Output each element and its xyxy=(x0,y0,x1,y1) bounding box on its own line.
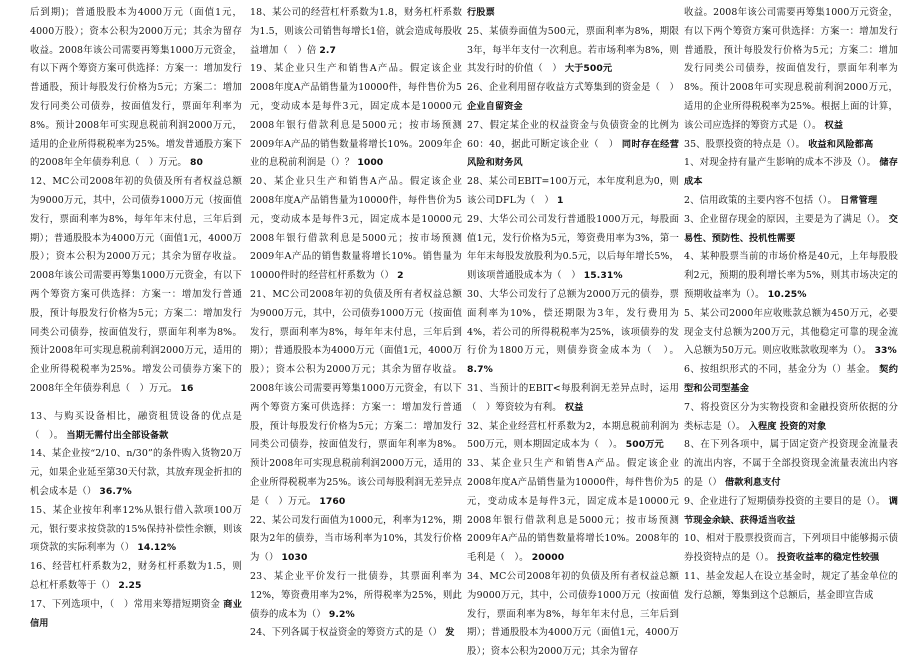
question-item xyxy=(250,60,462,173)
answer-text: 交易性、预防性、投机性需要 xyxy=(684,213,898,244)
question-text: 27、假定某企业的权益资金与负债资金的比例为60：40，据此可断定该企业（ ） xyxy=(467,119,679,150)
answer-text: 当期无需付出全部设备款 xyxy=(66,429,169,441)
text-column-4 xyxy=(684,4,898,649)
answer-text: 80 xyxy=(190,157,204,169)
question-item xyxy=(467,455,679,568)
question-text: 32、某企业经营杠杆系数为2，本期息税前利润为500万元，则本期固定成本为（ ）。 xyxy=(467,420,679,451)
answer-text: 1000 xyxy=(357,157,384,169)
answer-text: 33% xyxy=(874,345,897,357)
answer-text: 2.7 xyxy=(319,44,336,56)
question-item xyxy=(250,286,462,512)
question-item xyxy=(30,596,242,634)
answer-text: 36.7% xyxy=(99,485,132,497)
question-item xyxy=(30,502,242,558)
answer-text: 收益和风险都高 xyxy=(808,138,874,150)
question-text: 19、某企业只生产和销售A产品。假定该企业2008年度A产品销售量为10000件，每件售价为5元，变动成本是每件3元，固定成本是10000元2008年银行借款利息是5000元；按市场预测2009年A产品的销售数量将增长10%。2009年企业的息税前利润是（）？ xyxy=(250,63,462,169)
question-text: 3、企业留存现金的原因，主要是为了满足（）。 xyxy=(684,213,886,225)
question-item xyxy=(684,493,898,531)
question-text: 1、对现金持有量产生影响的成本不涉及（）。 xyxy=(684,157,877,169)
question-text: 5、某公司2000年应收账款总额为450万元，必要现金支付总额为200万元，其他稳定可靠的现金流入总额为50万元。则应收账款收现率为（）。 xyxy=(684,307,898,357)
answer-text: 14.12% xyxy=(137,542,177,554)
answer-text: 大于500元 xyxy=(564,63,613,75)
question-text: 20、某企业只生产和销售A产品。假定该企业2008年度A产品销售量为10000件，每件售价为5元，变动成本是每件3元，固定成本是10000元2008年银行借款利息是5000元；按市场预测2009年A产品的销售数量将增长10%。销售量为10000件时的经营杠杆系数为（） xyxy=(250,176,462,282)
question-text: 8、在下列各项中，属于固定资产投资现金流量表的流出内容，不属于全部投资现金流量表流出内容的是（） xyxy=(684,439,898,488)
answer-text: 8.7% xyxy=(467,364,493,376)
question-text: 34、MC公司2008年初的负债及所有者权益总额为9000万元，其中，公司债券1000万元（按面值发行，票面利率为8%，每年年末付息，三年后到期）；普通股股本为4000万元（面值1元，4000万股）；资本公积为2000万元；其余为留存 xyxy=(467,570,679,658)
question-item xyxy=(467,23,679,79)
question-item xyxy=(684,399,898,437)
question-item xyxy=(30,408,242,446)
question-item xyxy=(684,136,898,155)
question-item xyxy=(467,4,679,23)
text-column-1 xyxy=(30,4,242,649)
question-item xyxy=(684,530,898,568)
question-item xyxy=(684,192,898,211)
answer-text: 2.25 xyxy=(118,579,142,591)
answer-text: 16 xyxy=(180,382,194,394)
question-text: 6、按组织形式的不同，基金分为（）基金。 xyxy=(684,364,876,376)
question-item xyxy=(684,361,898,399)
answer-text: 契约型和公司型基金 xyxy=(684,364,898,394)
answer-text: 9.2% xyxy=(328,608,355,620)
answer-text: 投资收益率的稳定性较强 xyxy=(777,552,880,564)
question-text: 11、基金发起人在设立基金时，规定了基金单位的发行总额，筹集到这个总额后，基金即宣告成 xyxy=(684,570,898,601)
question-text: 21、MC公司2008年初的负债及所有者权益总额为9000万元，其中，公司债券1000万元（按面值发行，票面利率为8%，每年年末付息，三年后到期）；普通股股本为4000万元（面值1元，4000万股）；资本公积为2000万元；其余为留存收益。2008年该公司需要再筹集1000万元资金，有以下两个筹资方案可供选择：方案一：增加发行普通股，预计每股发行价格为5元；方案二：增加发行同类公司债券，按面值发行，票面年利率为8%。预计2008年可实现息税前利润2000万元，适用的企业所得税税率为25%。该公司每股利润无差异点是（ ）万元。 xyxy=(250,288,462,507)
question-text: 13、与购买设备相比，融资租赁设备的优点是（ ）。 xyxy=(30,410,242,441)
question-text: 35、股票投资的特点是（）。 xyxy=(684,138,806,150)
answer-text: 企业自留资金 xyxy=(467,100,523,112)
answer-text: 借款利息支付 xyxy=(725,476,781,488)
question-item xyxy=(250,4,462,60)
question-text: 收益。2008年该公司需要再筹集1000万元资金，有以下两个筹资方案可供选择：方案一：增加发行普通股，预计每股发行价格为5元；方案二：增加发行同类公司债券，按面值发行，票面年利率为8%。预计2008年可实现息税前利润2000万元，适用的企业所得税税率为25%。根据上面的计算，该公司应选择的筹资方式是（）。 xyxy=(684,7,898,131)
question-text: 24、下列各属于权益资金的筹资方式的是（） xyxy=(250,627,443,639)
question-item xyxy=(467,211,679,286)
question-item xyxy=(467,173,679,211)
question-item xyxy=(467,380,679,418)
question-item xyxy=(30,4,242,173)
question-item xyxy=(467,117,679,173)
question-text: 4、某种股票当前的市场价格是40元，上年每股股利2元，预期的股利增长率为5%，则其市场决定的预期收益率为（）。 xyxy=(684,251,898,300)
question-item xyxy=(250,568,462,624)
question-text: 2、信用政策的主要内容不包括（）。 xyxy=(684,194,837,206)
question-text: 33、某企业只生产和销售A产品。假定该企业2008年度A产品销售量为10000件，每件售价为5元，变动成本是每件3元，固定成本是10000元2008年银行借款利息是5000元；按市场预测2009年A产品的销售数量将增长10%。2008年的毛利是（ ）。 xyxy=(467,458,679,564)
question-text: 7、将投资区分为实物投资和金融投资所依据的分类标志是（）。 xyxy=(684,401,898,432)
question-item xyxy=(250,173,462,286)
question-text: 10、相对于股票投资而言，下列项目中能够揭示债券投资特点的是（）。 xyxy=(684,533,898,564)
question-item xyxy=(684,4,898,136)
question-item xyxy=(467,286,679,380)
answer-text: 调节现金余缺、获得适当收益 xyxy=(684,495,898,526)
question-item xyxy=(250,624,462,643)
text-column-3 xyxy=(467,4,679,658)
answer-text: 同时存在经营风险和财务风 xyxy=(467,138,679,169)
answer-text: 10.25% xyxy=(767,288,807,300)
question-item xyxy=(467,418,679,456)
question-text: 15、某企业按年利率12%从银行借入款项100万元，银行要求按贷款的15%保持补偿性余额，则该项贷款的实际利率为（） xyxy=(30,504,242,554)
question-text: 31、当预计的EBIT<每股利润无差异点时，运用（ ）筹资较为有利。 xyxy=(467,382,679,413)
question-text: 16、经营杠杆系数为2，财务杠杆系数为1.5，则总杠杆系数等于（） xyxy=(30,561,242,591)
question-text: 9、企业进行了短期债券投资的主要目的是（）。 xyxy=(684,495,886,507)
question-item xyxy=(684,211,898,249)
question-item xyxy=(684,305,898,361)
question-text: 28、某公司EBIT=100万元，本年度利息为0，则该公司DFL为（ ） xyxy=(467,176,679,206)
answer-text: 商业信用 xyxy=(30,598,242,629)
question-item xyxy=(250,512,462,568)
question-text: 后到期)；普通股股本为4000万元（面值1元，4000万股）；资本公积为2000万元；其余为留存收益。2008年该公司需要再筹集1000万元资金，有以下两个筹资方案可供选择：方案一：增加发行普通股，预计每股发行价格为5元；方案二：增加发行同类公司债券，按面值发行，票面年利率为8%。预计2008年可实现息税前利润2000万元，适用的企业所得税税率为25%。增发普通股方案下的2008年全年债券利息（ ）万元。 xyxy=(30,7,242,169)
question-text: 30、大华公司发行了总额为2000万元的债券，票面利率为10%，偿还期限为3年，发行费用为4%，若公司的所得税税率为25%，该项债券的发行价为1800万元，则债券资金成本为（ ）。 xyxy=(467,288,679,357)
question-item xyxy=(467,568,679,662)
question-item xyxy=(30,445,242,501)
question-text: 26、企业利用留存收益方式筹集到的资金是（ ） xyxy=(467,82,679,94)
question-text: 25、某债券面值为500元，票面利率为8%，期限3年，每半年支付一次利息。若市场利率为8%，则其发行时的价值（ ） xyxy=(467,25,679,75)
answer-text: 权益 xyxy=(564,401,584,413)
answer-text: 20000 xyxy=(531,552,565,564)
text-column-2 xyxy=(250,4,462,649)
question-item xyxy=(30,173,242,399)
answer-text: 权益 xyxy=(824,119,844,131)
question-item xyxy=(684,154,898,192)
question-text: 12、MC公司2008年初的负债及所有者权益总额为9000万元，其中，公司债券1000万元（按面值发行，票面利率为8%，每年年末付息，三年后到期）；普通股股本为4000万元（面值1元，4000万股）；资本公积为2000万元；其余为留存收益。2008年该公司需要再筹集1000万元资金，有以下两个筹资方案可供选择：方案一：增加发行普通股，预计每股发行价格为5元；方案二：增加发行同类公司债券，按面值发行，票面年利率为8%。预计2008年可实现息税前利润2000万元，适用的企业所得税税率为25%。增发公司债券方案下的2008年全年债券利息（ ）万元。 xyxy=(30,176,242,394)
answer-text: 15.31% xyxy=(583,270,623,282)
answer-text: 发 xyxy=(445,627,455,639)
answer-text: 1 xyxy=(556,194,564,206)
question-item xyxy=(684,436,898,492)
question-item xyxy=(467,79,679,117)
question-item xyxy=(30,558,242,596)
answer-text: 行股票 xyxy=(467,7,495,18)
answer-text: 1760 xyxy=(319,495,346,507)
question-text: 22、某公司发行面值为1000元，利率为12%，期限为2年的债券，当市场利率为10%，其发行价格为（） xyxy=(250,514,462,564)
question-text: 17、下列选项中，（ ）常用来筹措短期资金 xyxy=(30,598,221,610)
answer-text: 入程度 投资的对象 xyxy=(748,420,827,432)
answer-text: 500万元 xyxy=(625,439,664,451)
question-text: 14、某企业按“2/10、n/30”的条件购入货物20万元，如果企业延至第30天付款，其放弃现金折扣的机会成本是（） xyxy=(30,448,242,497)
answer-text: 日常管理 xyxy=(840,194,878,206)
answer-text: 储存成本 xyxy=(684,157,898,188)
question-text: 29、大华公司公司发行普通股1000万元，每股面值1元，发行价格为5元，筹资费用率为3%，第一年年末每股发放股利为0.5元，以后每年增长5%，则该项普通股成本为（ ） xyxy=(467,213,679,282)
question-text: 18、某公司的经营杠杆系数为1.8，财务杠杆系数为1.5，则该公司销售每增长1倍，就会造成每股收益增加（ ）倍 xyxy=(250,7,462,56)
answer-text: 2 xyxy=(397,270,404,282)
paragraph-gap xyxy=(30,399,242,408)
question-item xyxy=(684,568,898,606)
question-text: 23、某企业平价发行一批债券，其票面利率为12%，筹资费用率为2%，所得税率为25%，则此债券的成本为（） xyxy=(250,570,462,620)
answer-text: 1030 xyxy=(281,552,308,564)
question-item xyxy=(684,248,898,304)
